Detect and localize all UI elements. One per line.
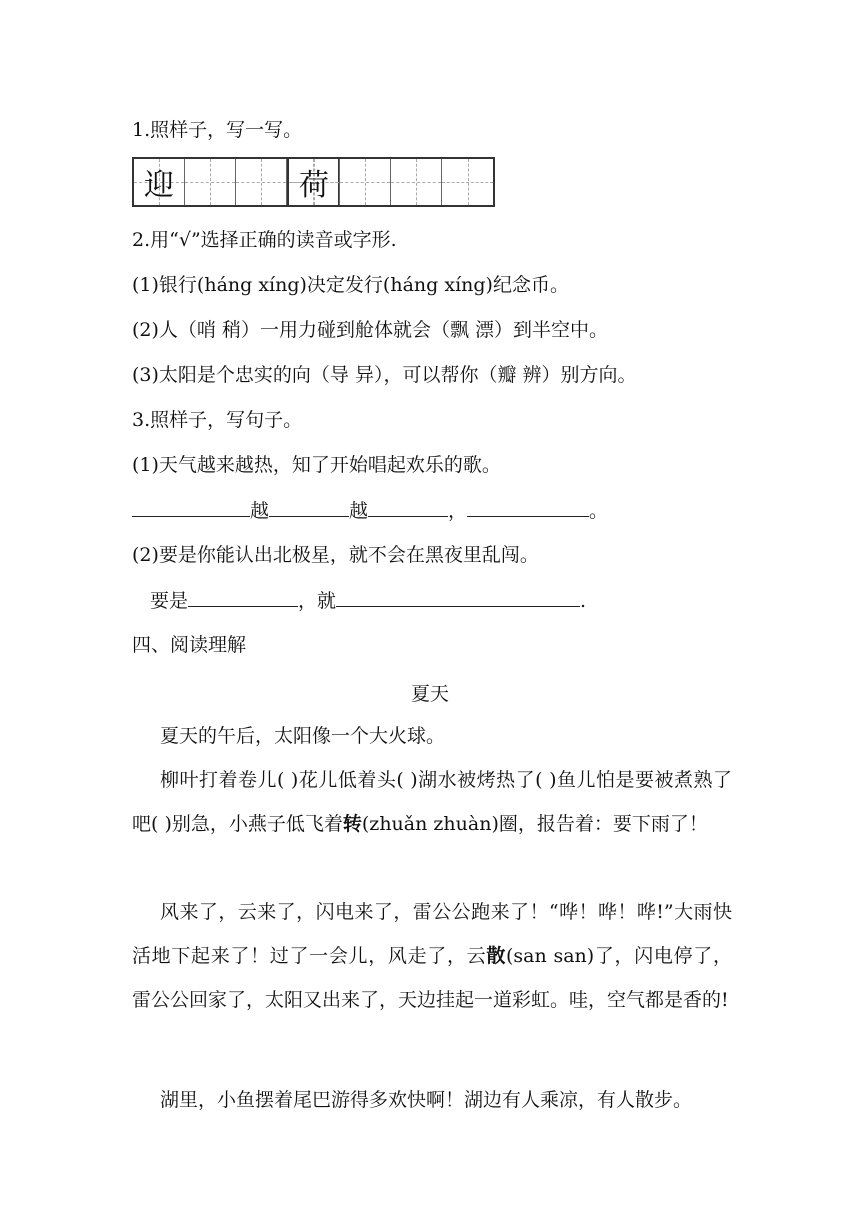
bold-character: 散 [486,945,507,967]
question-3-fill-line-1 [132,498,608,523]
question-1-prompt: 1.照样子，写一写。 [132,119,303,141]
passage-title: 夏天 [410,683,449,705]
question-2-item-3: (3)太阳是个忠实的向（导 异），可以帮你（瓣 辨）别方向。 [132,364,637,386]
passage-paragraph-2 [132,758,732,846]
question-3-item-1: (1)天气越来越热，知了开始唱起欢乐的歌。 [132,454,501,476]
grid-cell-blank [340,159,391,205]
fill-punct: ， [298,590,318,612]
question-3-fill-line-2 [150,588,586,613]
question-2-item-2: (2)人（哨 稍）一用力碰到舱体就会（飘 漂）到半空中。 [132,319,608,341]
paragraph-text: (san san)了，闪电停了，雷公公回家了，太阳又出来了，天边挂起一道彩虹。哇，空气都是香的! [132,945,732,1011]
answer-blank[interactable] [132,498,250,517]
fill-punct: ， [448,500,468,522]
writing-grid-2 [287,157,495,207]
paragraph-text: 风来了，云来了，闪电来了，雷公公跑来了！“哗！哗！哗!”大雨快活地下起来了！过了一会儿，风走了，云 [132,901,732,967]
question-2-item-1: (1)银行(háng xíng)决定发行(háng xíng)纪念币。 [132,274,569,296]
fill-punct: 。 [589,500,609,522]
section-4-heading: 四、阅读理解 [132,634,247,656]
answer-blank[interactable] [467,498,589,517]
passage-paragraph-1: 夏天的午后，太阳像一个大火球。 [160,725,446,747]
sample-character: 荷 [299,168,329,203]
passage-paragraph-4: 湖里，小鱼摆着尾巴游得多欢快啊！湖边有人乘凉，有人散步。 [160,1089,693,1111]
answer-blank[interactable] [188,588,298,607]
passage-paragraph-3 [132,890,732,1022]
grid-cell-blank [391,159,442,205]
grid-cell-blank [236,159,287,205]
grid-cell-blank [442,159,493,205]
answer-blank[interactable] [336,588,580,607]
fill-punct: . [580,590,587,612]
fill-word: 要是 [150,590,189,612]
answer-blank[interactable] [269,498,349,517]
question-3-item-2: (2)要是你能认出北极星，就不会在黑夜里乱闯。 [132,544,539,566]
paragraph-text: 柳叶打着卷儿( )花儿低着头( )湖水被烤热了( )鱼儿怕是要被煮熟了吧( )别急，小燕子低飞着 [132,769,732,835]
grid-cell-sample [134,159,185,205]
paragraph-text: (zhuǎn zhuàn)圈，报告着：要下雨了！ [361,813,708,835]
question-2-prompt: 2.用“√”选择正确的读音或字形. [132,229,397,251]
fill-word: 越 [349,500,369,522]
bold-character: 转 [342,813,362,835]
fill-word: 越 [250,500,270,522]
answer-blank[interactable] [368,498,448,517]
question-3-prompt: 3.照样子，写句子。 [132,409,303,431]
grid-cell-sample [289,159,340,205]
sample-character: 迎 [144,168,174,203]
fill-word: 就 [317,590,337,612]
grid-cell-blank [185,159,236,205]
